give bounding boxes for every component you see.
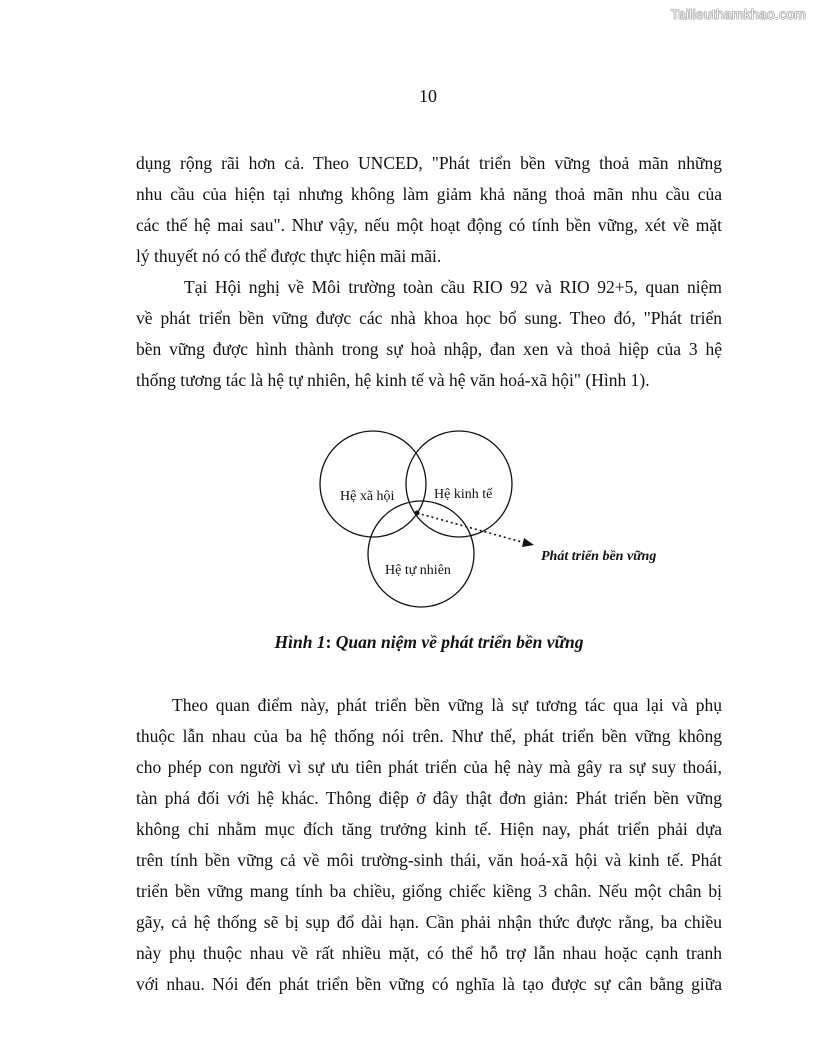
watermark: Tailieuthamkhao.com [670,6,806,22]
text-line: các thế hệ mai sau". Như vậy, nếu một hoạt động có tính bền vững, xét về mặt [136,215,722,235]
text-line: thuộc lẫn nhau của ba hệ thống nói trên. Như thế, phát triển bền vững không [136,726,722,746]
text-line: dụng rộng rãi hơn cả. Theo UNCED, "Phát triển bền vững thoả mãn những [136,153,722,173]
text-line: cho phép con người vì sự ưu tiên phát triển của hệ này mà gây ra sự suy thoái, [136,757,722,777]
figure-title: Quan niệm về phát triển bền vững [335,632,584,652]
text-line: với nhau. Nói đến phát triển bền vững có nghĩa là tạo được sự cân bằng giữa [136,974,722,994]
figure-caption [0,632,816,653]
paragraph-2 [136,272,722,396]
label-social: Hệ xã hội [340,489,395,504]
figure-label: Hình 1 [274,632,326,652]
dotted-arrow-line [417,513,529,544]
circle-natural [368,501,474,607]
paragraph-3 [136,690,722,1000]
text-line: bền vững được hình thành trong sự hoà nhập, đan xen và thoả hiệp của 3 hệ [136,339,722,359]
arrow-head-icon [522,538,534,547]
text-line: triển bền vững mang tính ba chiều, giống chiếc kiềng 3 chân. Nếu một chân bị [136,881,722,901]
text-line: Tại Hội nghị về Môi trường toàn cầu RIO 92 và RIO 92+5, quan niệm [184,277,722,297]
venn-diagram [300,420,700,615]
label-natural: Hệ tự nhiên [385,563,451,578]
text-line: gãy, cả hệ thống sẽ bị sụp đổ dài hạn. Cần phải nhận thức được rằng, ba chiều [136,912,722,932]
page-number: 10 [419,86,437,106]
text-line: này phụ thuộc nhau về rất nhiều mặt, có thể hỗ trợ lẫn nhau hoặc cạnh tranh [136,943,722,963]
circle-economic [406,431,512,537]
label-economic: Hệ kinh tế [434,487,493,502]
text-line: lý thuyết nó có thể được thực hiện mãi mãi. [136,246,442,266]
text-line: thống tương tác là hệ tự nhiên, hệ kinh tế và hệ văn hoá-xã hội" (Hình 1). [136,370,650,390]
caption-separator: : [325,632,336,652]
text-line: Theo quan điểm này, phát triển bền vững là sự tương tác qua lại và phụ [172,695,722,715]
text-line: về phát triển bền vững được các nhà khoa học bổ sung. Theo đó, "Phát triển [136,308,722,328]
circle-social [320,431,426,537]
text-line: trên tính bền vững cả về môi trường-sinh thái, văn hoá-xã hội và kinh tế. Phát [136,850,722,870]
pointer-label: Phát triển bền vững [541,549,657,564]
text-line: tàn phá đối với hệ khác. Thông điệp ở đây thật đơn giản: Phát triển bền vững [136,788,722,808]
text-line: không chỉ nhằm mục đích tăng trưởng kinh tế. Hiện nay, phát triển phải dựa [136,819,722,839]
paragraph-1 [136,148,722,272]
text-line: nhu cầu của hiện tại nhưng không làm giảm khả năng thoả mãn nhu cầu của [136,184,722,204]
